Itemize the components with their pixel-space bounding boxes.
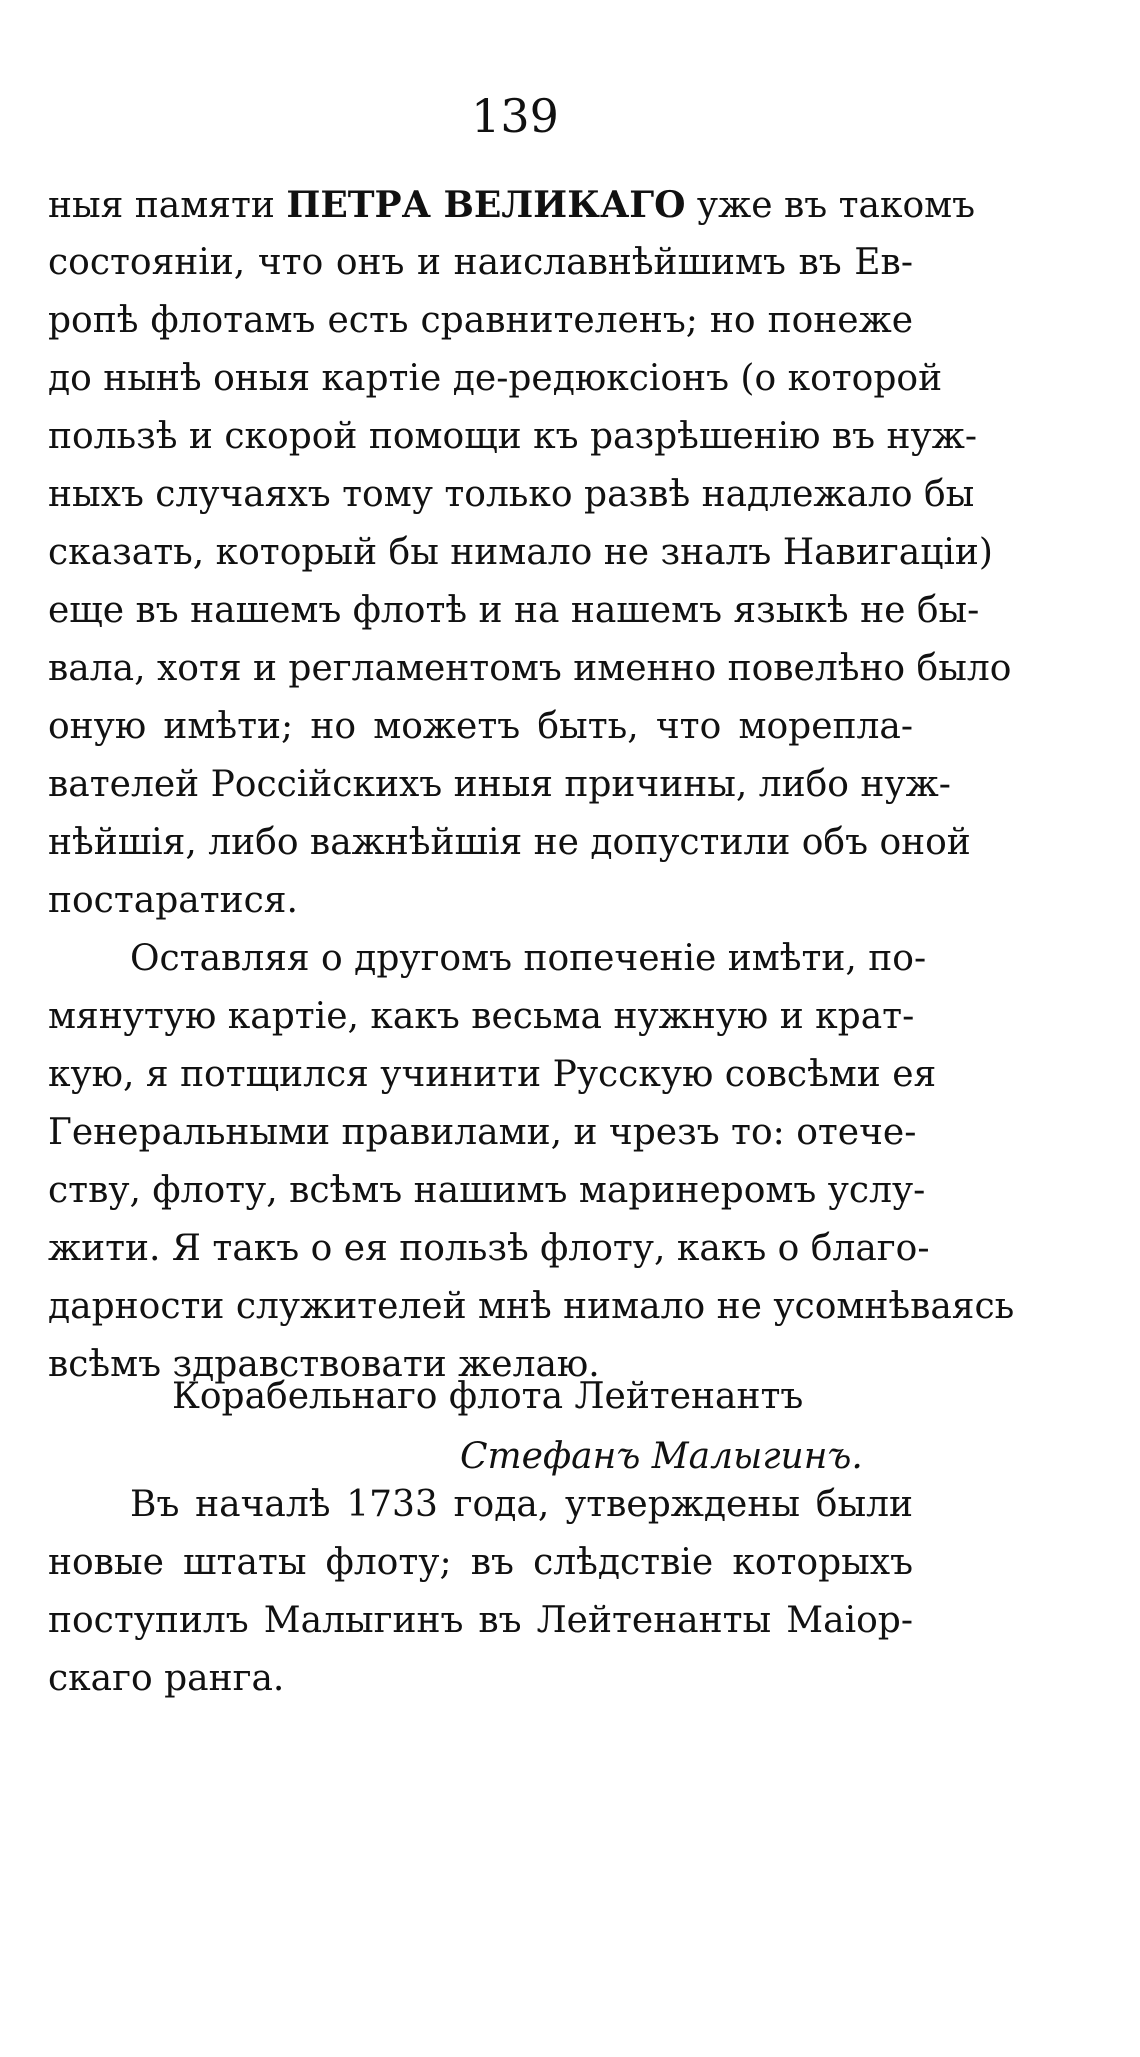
text-line: новые штаты флоту; въ слѣдствіе которыхъ	[48, 1542, 913, 1583]
text-line: нѣйшія, либо важнѣйшія не допустили объ оной	[48, 822, 971, 863]
text-line: жити. Я такъ о ея пользѣ флоту, какъ о благо-	[48, 1228, 930, 1269]
emphasized-name: ПЕТРА ВЕЛИКАГО	[286, 184, 686, 226]
text-line: вателей Россійскихъ иныя причины, либо нуж-	[48, 764, 951, 805]
text-line: состояніи, что онъ и наиславнѣйшимъ въ Ев-	[48, 242, 913, 283]
text-line: ропѣ флотамъ есть сравнителенъ; но понеже	[48, 300, 913, 341]
text-line: постаратися.	[48, 880, 298, 921]
text-line: ству, флоту, всѣмъ нашимъ маринеромъ услу-	[48, 1170, 926, 1211]
text-line	[48, 178, 976, 232]
text-line: пользѣ и скорой помощи къ разрѣшенію въ нуж-	[48, 416, 977, 457]
text-line: сказать, который бы нимало не зналъ Навигаціи)	[48, 532, 993, 573]
text-line: дарности служителей мнѣ нимало не усомнѣваясь	[48, 1286, 1015, 1327]
text-line: кую, я потщился учинити Русскую совсѣми ея	[48, 1054, 937, 1095]
text-line: ныхъ случаяхъ тому только развѣ надлежало бы	[48, 474, 975, 515]
text-line: вала, хотя и регламентомъ именно повелѣно было	[48, 648, 1012, 689]
text-segment: ныя памяти	[48, 185, 287, 226]
text-segment: уже въ такомъ	[685, 185, 976, 226]
text-line: поступилъ Малыгинъ въ Лейтенанты Маіор-	[48, 1600, 913, 1641]
text-line: еще въ нашемъ флотѣ и на нашемъ языкѣ не бы-	[48, 590, 980, 631]
text-line: Оставляя о другомъ попеченіе имѣти, по-	[130, 938, 927, 979]
text-line: всѣмъ здравствовати желаю.	[48, 1344, 600, 1385]
text-line: Въ началѣ 1733 года, утверждены были	[130, 1484, 913, 1525]
text-line: Генеральными правилами, и чрезъ то: отече-	[48, 1112, 917, 1153]
signature-name: Стефанъ Малыгинъ.	[460, 1436, 863, 1477]
page-number: 139	[471, 89, 559, 143]
text-line: до нынѣ оныя картіе де-редюксіонъ (о которой	[48, 358, 943, 399]
text-line: скаго ранга.	[48, 1658, 285, 1699]
text-line: мянутую картіе, какъ весьма нужную и крат-	[48, 996, 915, 1037]
signature-title: Корабельнаго флота Лейтенантъ	[172, 1376, 804, 1417]
text-line: оную имѣти; но можетъ быть, что морепла-	[48, 706, 913, 747]
